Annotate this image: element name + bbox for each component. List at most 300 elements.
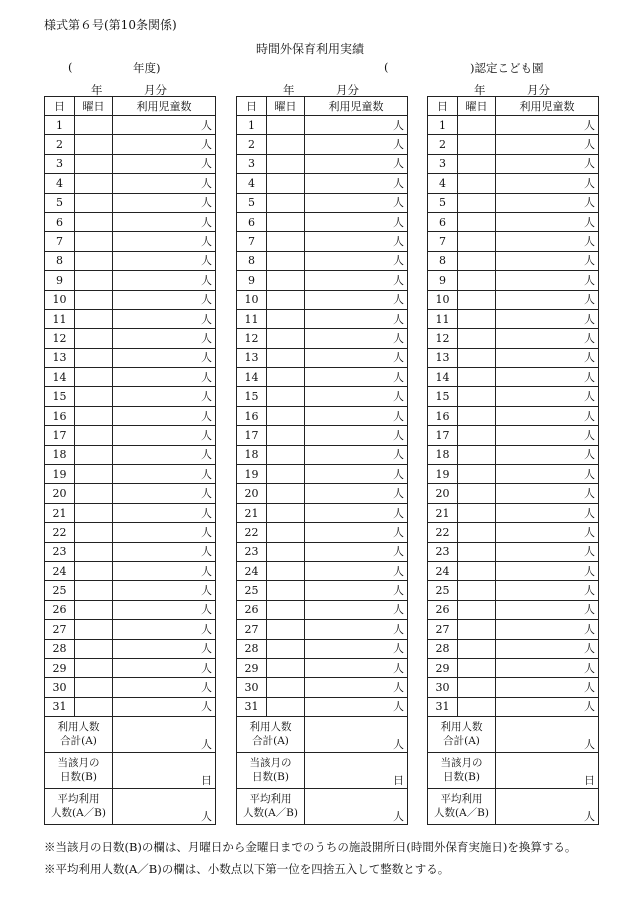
- weekday-cell[interactable]: [267, 251, 305, 270]
- day-number: 15: [45, 387, 75, 406]
- children-count-cell[interactable]: 人: [305, 348, 408, 367]
- weekday-cell[interactable]: [267, 193, 305, 212]
- table-row: [428, 523, 599, 542]
- weekday-cell[interactable]: [75, 697, 113, 716]
- children-count-cell[interactable]: 人: [496, 620, 599, 639]
- children-count-cell[interactable]: 人: [113, 484, 216, 503]
- children-count-cell[interactable]: 人: [305, 639, 408, 658]
- day-number: 6: [428, 212, 458, 231]
- day-number: 15: [428, 387, 458, 406]
- day-number: 26: [237, 600, 267, 619]
- weekday-cell[interactable]: [267, 271, 305, 290]
- children-count-cell[interactable]: 人: [305, 309, 408, 328]
- day-number: 9: [45, 271, 75, 290]
- day-number: 22: [428, 523, 458, 542]
- children-count-cell[interactable]: 人: [305, 561, 408, 580]
- operating-days-label-line1: 当該月の: [440, 756, 483, 769]
- weekday-cell[interactable]: [267, 445, 305, 464]
- weekday-cell[interactable]: [75, 581, 113, 600]
- children-count-cell[interactable]: 人: [496, 212, 599, 231]
- children-count-cell[interactable]: 人: [496, 193, 599, 212]
- weekday-cell[interactable]: [75, 232, 113, 251]
- weekday-cell[interactable]: [458, 271, 496, 290]
- table-header-row: [45, 97, 216, 116]
- weekday-cell[interactable]: [458, 697, 496, 716]
- children-count-cell[interactable]: 人: [496, 174, 599, 193]
- document-title: 時間外保育利用実績: [256, 42, 365, 56]
- weekday-cell[interactable]: [458, 290, 496, 309]
- day-number: 18: [45, 445, 75, 464]
- day-number: 26: [428, 600, 458, 619]
- weekday-cell[interactable]: [75, 387, 113, 406]
- weekday-cell[interactable]: [75, 309, 113, 328]
- weekday-cell[interactable]: [75, 348, 113, 367]
- weekday-cell[interactable]: [267, 542, 305, 561]
- children-count-cell[interactable]: 人: [305, 290, 408, 309]
- children-count-cell[interactable]: 人: [496, 523, 599, 542]
- weekday-cell[interactable]: [75, 251, 113, 270]
- weekday-cell[interactable]: [75, 406, 113, 425]
- table-row: [45, 193, 216, 212]
- weekday-cell[interactable]: [458, 387, 496, 406]
- children-count-cell[interactable]: 人: [113, 445, 216, 464]
- weekday-cell[interactable]: [267, 678, 305, 697]
- weekday-cell[interactable]: [458, 426, 496, 445]
- children-count-cell[interactable]: 人: [305, 503, 408, 522]
- day-number: 15: [237, 387, 267, 406]
- children-count-cell[interactable]: 人: [305, 620, 408, 639]
- year-label-3: 年: [474, 83, 486, 97]
- operating-days-label-line1: 当該月の: [249, 756, 292, 769]
- weekday-cell[interactable]: [458, 678, 496, 697]
- weekday-cell[interactable]: [267, 116, 305, 135]
- weekday-cell[interactable]: [75, 174, 113, 193]
- children-count-cell[interactable]: 人: [496, 542, 599, 561]
- weekday-cell[interactable]: [267, 212, 305, 231]
- day-number: 2: [45, 135, 75, 154]
- day-number: 7: [45, 232, 75, 251]
- weekday-cell[interactable]: [458, 174, 496, 193]
- table-row: [237, 348, 408, 367]
- children-count-cell[interactable]: 人: [113, 154, 216, 173]
- children-count-cell[interactable]: 人: [113, 387, 216, 406]
- month-label-3: 月分: [527, 83, 550, 97]
- operating-days-label: [45, 753, 113, 789]
- children-count-cell[interactable]: 人: [113, 368, 216, 387]
- weekday-cell[interactable]: [267, 639, 305, 658]
- weekday-cell[interactable]: [267, 523, 305, 542]
- average-users-label-line2: 人数(A／B): [51, 806, 106, 819]
- children-count-cell[interactable]: 人: [496, 600, 599, 619]
- table-row: [45, 426, 216, 445]
- total-users-label-line2: 合計(A): [443, 734, 480, 747]
- average-users-value-cell[interactable]: 人: [496, 789, 599, 825]
- weekday-cell[interactable]: [75, 271, 113, 290]
- day-number: 10: [428, 290, 458, 309]
- weekday-cell[interactable]: [75, 620, 113, 639]
- weekday-cell[interactable]: [267, 368, 305, 387]
- children-count-cell[interactable]: 人: [113, 329, 216, 348]
- table-row: [428, 309, 599, 328]
- weekday-cell[interactable]: [458, 135, 496, 154]
- children-count-cell[interactable]: 人: [496, 387, 599, 406]
- table-row: [428, 406, 599, 425]
- total-users-row: [45, 717, 216, 753]
- table-row: [237, 678, 408, 697]
- day-number: 27: [45, 620, 75, 639]
- children-count-cell[interactable]: 人: [305, 581, 408, 600]
- weekday-cell[interactable]: [75, 116, 113, 135]
- children-count-cell[interactable]: 人: [113, 212, 216, 231]
- operating-days-value-cell[interactable]: 日: [305, 753, 408, 789]
- total-users-label-line1: 利用人数: [57, 720, 100, 733]
- weekday-cell[interactable]: [267, 290, 305, 309]
- children-count-cell[interactable]: 人: [305, 426, 408, 445]
- weekday-cell[interactable]: [458, 542, 496, 561]
- day-number: 25: [237, 581, 267, 600]
- day-number: 21: [428, 503, 458, 522]
- weekday-cell[interactable]: [75, 465, 113, 484]
- usage-table-2: [236, 96, 408, 825]
- table-row: [45, 174, 216, 193]
- children-count-cell[interactable]: 人: [113, 290, 216, 309]
- children-count-cell[interactable]: 人: [305, 193, 408, 212]
- table-row: [45, 116, 216, 135]
- total-users-label-line1: 利用人数: [249, 720, 292, 733]
- table-row: [237, 174, 408, 193]
- table-row: [45, 135, 216, 154]
- form-number: 様式第６号(第10条関係): [44, 18, 177, 32]
- total-users-row: [428, 717, 599, 753]
- table-row: [237, 193, 408, 212]
- children-count-cell[interactable]: 人: [496, 658, 599, 677]
- children-count-cell[interactable]: 人: [113, 620, 216, 639]
- weekday-cell[interactable]: [267, 484, 305, 503]
- children-count-cell[interactable]: 人: [113, 503, 216, 522]
- children-count-cell[interactable]: 人: [305, 368, 408, 387]
- total-users-label: [45, 717, 113, 753]
- day-number: 23: [428, 542, 458, 561]
- table-row: [237, 309, 408, 328]
- table-row: [237, 290, 408, 309]
- children-count-cell[interactable]: 人: [496, 465, 599, 484]
- children-count-column-header: 利用児童数: [305, 97, 408, 116]
- weekday-cell[interactable]: [75, 193, 113, 212]
- weekday-cell[interactable]: [458, 445, 496, 464]
- children-count-cell[interactable]: 人: [496, 251, 599, 270]
- weekday-cell[interactable]: [458, 484, 496, 503]
- table-row: [45, 639, 216, 658]
- day-number: 30: [428, 678, 458, 697]
- children-count-cell[interactable]: 人: [113, 542, 216, 561]
- day-number: 10: [45, 290, 75, 309]
- average-users-label-line1: 平均利用: [249, 792, 292, 805]
- children-count-cell[interactable]: 人: [305, 154, 408, 173]
- total-users-value-cell[interactable]: 人: [496, 717, 599, 753]
- children-count-cell[interactable]: 人: [496, 406, 599, 425]
- day-column-header: 日: [428, 97, 458, 116]
- day-number: 18: [428, 445, 458, 464]
- weekday-cell[interactable]: [267, 465, 305, 484]
- weekday-cell[interactable]: [75, 154, 113, 173]
- children-count-cell[interactable]: 人: [113, 174, 216, 193]
- children-count-cell[interactable]: 人: [113, 271, 216, 290]
- day-number: 2: [428, 135, 458, 154]
- total-users-label-line2: 合計(A): [252, 734, 289, 747]
- children-count-cell[interactable]: 人: [496, 116, 599, 135]
- weekday-cell[interactable]: [458, 639, 496, 658]
- children-count-cell[interactable]: 人: [305, 329, 408, 348]
- children-count-cell[interactable]: 人: [305, 465, 408, 484]
- weekday-cell[interactable]: [267, 600, 305, 619]
- day-number: 12: [45, 329, 75, 348]
- table-row: [45, 406, 216, 425]
- children-count-cell[interactable]: 人: [496, 581, 599, 600]
- children-count-cell[interactable]: 人: [113, 406, 216, 425]
- operating-days-label-line2: 日数(B): [60, 770, 97, 783]
- table-row: [428, 154, 599, 173]
- total-users-value-cell[interactable]: 人: [113, 717, 216, 753]
- weekday-column-header: 曜日: [75, 97, 113, 116]
- day-number: 9: [237, 271, 267, 290]
- table-row: [237, 251, 408, 270]
- weekday-cell[interactable]: [75, 658, 113, 677]
- weekday-cell[interactable]: [458, 193, 496, 212]
- children-count-cell[interactable]: 人: [113, 465, 216, 484]
- weekday-cell[interactable]: [458, 368, 496, 387]
- fiscal-year-label: 年度): [133, 61, 161, 75]
- table-row: [428, 426, 599, 445]
- children-count-cell[interactable]: 人: [496, 678, 599, 697]
- children-count-cell[interactable]: 人: [113, 658, 216, 677]
- weekday-cell[interactable]: [458, 581, 496, 600]
- day-number: 12: [237, 329, 267, 348]
- children-count-cell[interactable]: 人: [305, 406, 408, 425]
- weekday-cell[interactable]: [458, 309, 496, 328]
- children-count-cell[interactable]: 人: [496, 639, 599, 658]
- weekday-cell[interactable]: [458, 523, 496, 542]
- table-row: [45, 542, 216, 561]
- table-row: [45, 271, 216, 290]
- children-count-cell[interactable]: 人: [305, 697, 408, 716]
- children-count-cell[interactable]: 人: [113, 426, 216, 445]
- table-row: [428, 251, 599, 270]
- weekday-cell[interactable]: [267, 697, 305, 716]
- day-number: 21: [45, 503, 75, 522]
- weekday-cell[interactable]: [267, 406, 305, 425]
- children-count-cell[interactable]: 人: [496, 271, 599, 290]
- table-row: [428, 329, 599, 348]
- day-number: 4: [45, 174, 75, 193]
- children-count-cell[interactable]: 人: [305, 271, 408, 290]
- weekday-cell[interactable]: [458, 116, 496, 135]
- children-count-cell[interactable]: 人: [305, 251, 408, 270]
- average-users-value-cell[interactable]: 人: [305, 789, 408, 825]
- average-users-label: [237, 789, 305, 825]
- weekday-cell[interactable]: [458, 465, 496, 484]
- average-users-label: [45, 789, 113, 825]
- children-count-cell[interactable]: 人: [113, 523, 216, 542]
- children-count-cell[interactable]: 人: [113, 600, 216, 619]
- weekday-cell[interactable]: [75, 212, 113, 231]
- total-users-value-cell[interactable]: 人: [305, 717, 408, 753]
- weekday-cell[interactable]: [458, 600, 496, 619]
- children-count-cell[interactable]: 人: [305, 678, 408, 697]
- average-users-value-cell[interactable]: 人: [113, 789, 216, 825]
- weekday-cell[interactable]: [458, 503, 496, 522]
- weekday-cell[interactable]: [75, 368, 113, 387]
- operating-days-value-cell[interactable]: 日: [496, 753, 599, 789]
- children-count-cell[interactable]: 人: [496, 484, 599, 503]
- weekday-cell[interactable]: [458, 620, 496, 639]
- day-number: 5: [428, 193, 458, 212]
- weekday-cell[interactable]: [458, 154, 496, 173]
- table-row: [237, 658, 408, 677]
- children-count-cell[interactable]: 人: [496, 348, 599, 367]
- weekday-cell[interactable]: [75, 678, 113, 697]
- children-count-cell[interactable]: 人: [496, 329, 599, 348]
- table-row: [237, 561, 408, 580]
- children-count-cell[interactable]: 人: [113, 232, 216, 251]
- average-users-row: [428, 789, 599, 825]
- weekday-cell[interactable]: [267, 174, 305, 193]
- table-row: [237, 135, 408, 154]
- weekday-cell[interactable]: [75, 135, 113, 154]
- table-row: [45, 523, 216, 542]
- weekday-cell[interactable]: [75, 639, 113, 658]
- weekday-cell[interactable]: [267, 503, 305, 522]
- weekday-cell[interactable]: [75, 600, 113, 619]
- average-users-label-line1: 平均利用: [440, 792, 483, 805]
- weekday-cell[interactable]: [75, 561, 113, 580]
- note-average-rounding: ※平均利用人数(A／B)の欄は、小数点以下第一位を四捨五入して整数とする。: [44, 862, 450, 876]
- children-count-cell[interactable]: 人: [113, 639, 216, 658]
- children-count-cell[interactable]: 人: [496, 697, 599, 716]
- weekday-cell[interactable]: [75, 329, 113, 348]
- weekday-cell[interactable]: [458, 329, 496, 348]
- table-row: [45, 154, 216, 173]
- weekday-cell[interactable]: [267, 232, 305, 251]
- children-count-cell[interactable]: 人: [113, 193, 216, 212]
- children-count-cell[interactable]: 人: [496, 135, 599, 154]
- day-number: 29: [237, 658, 267, 677]
- weekday-cell[interactable]: [267, 329, 305, 348]
- day-number: 13: [45, 348, 75, 367]
- children-count-cell[interactable]: 人: [113, 251, 216, 270]
- weekday-cell[interactable]: [267, 581, 305, 600]
- weekday-cell[interactable]: [267, 135, 305, 154]
- table-row: [428, 135, 599, 154]
- children-count-cell[interactable]: 人: [496, 290, 599, 309]
- day-number: 20: [237, 484, 267, 503]
- weekday-cell[interactable]: [458, 232, 496, 251]
- weekday-cell[interactable]: [75, 426, 113, 445]
- children-count-column-header: 利用児童数: [496, 97, 599, 116]
- weekday-cell[interactable]: [75, 542, 113, 561]
- day-number: 23: [45, 542, 75, 561]
- table-row: [237, 426, 408, 445]
- weekday-cell[interactable]: [267, 387, 305, 406]
- children-count-cell[interactable]: 人: [113, 116, 216, 135]
- children-count-cell[interactable]: 人: [496, 561, 599, 580]
- children-count-cell[interactable]: 人: [305, 174, 408, 193]
- weekday-cell[interactable]: [75, 290, 113, 309]
- weekday-cell[interactable]: [267, 309, 305, 328]
- table-row: [428, 561, 599, 580]
- weekday-cell[interactable]: [458, 561, 496, 580]
- children-count-cell[interactable]: 人: [305, 212, 408, 231]
- day-number: 28: [45, 639, 75, 658]
- children-count-cell[interactable]: 人: [113, 348, 216, 367]
- day-number: 26: [45, 600, 75, 619]
- children-count-cell[interactable]: 人: [305, 523, 408, 542]
- children-count-column-header: 利用児童数: [113, 97, 216, 116]
- children-count-cell[interactable]: 人: [113, 309, 216, 328]
- weekday-cell[interactable]: [458, 348, 496, 367]
- children-count-cell[interactable]: 人: [113, 561, 216, 580]
- weekday-cell[interactable]: [267, 154, 305, 173]
- day-column-header: 日: [237, 97, 267, 116]
- weekday-cell[interactable]: [267, 620, 305, 639]
- children-count-cell[interactable]: 人: [496, 232, 599, 251]
- children-count-cell[interactable]: 人: [496, 426, 599, 445]
- table-row: [428, 620, 599, 639]
- children-count-cell[interactable]: 人: [305, 542, 408, 561]
- day-number: 25: [45, 581, 75, 600]
- children-count-cell[interactable]: 人: [305, 232, 408, 251]
- table-row: [45, 348, 216, 367]
- children-count-cell[interactable]: 人: [496, 503, 599, 522]
- children-count-cell[interactable]: 人: [113, 697, 216, 716]
- day-number: 8: [237, 251, 267, 270]
- children-count-cell[interactable]: 人: [305, 658, 408, 677]
- children-count-cell[interactable]: 人: [305, 135, 408, 154]
- weekday-cell[interactable]: [75, 484, 113, 503]
- weekday-cell[interactable]: [458, 406, 496, 425]
- children-count-cell[interactable]: 人: [496, 309, 599, 328]
- children-count-cell[interactable]: 人: [305, 445, 408, 464]
- weekday-cell[interactable]: [75, 445, 113, 464]
- weekday-cell[interactable]: [267, 426, 305, 445]
- weekday-cell[interactable]: [75, 523, 113, 542]
- weekday-cell[interactable]: [267, 658, 305, 677]
- children-count-cell[interactable]: 人: [496, 445, 599, 464]
- weekday-cell[interactable]: [458, 251, 496, 270]
- table-row: [428, 271, 599, 290]
- weekday-cell[interactable]: [458, 658, 496, 677]
- children-count-cell[interactable]: 人: [113, 135, 216, 154]
- operating-days-value-cell[interactable]: 日: [113, 753, 216, 789]
- table-row: [428, 542, 599, 561]
- table-row: [428, 212, 599, 231]
- children-count-cell[interactable]: 人: [305, 116, 408, 135]
- weekday-cell[interactable]: [267, 348, 305, 367]
- day-number: 1: [428, 116, 458, 135]
- month-label-2: 月分: [336, 83, 359, 97]
- children-count-cell[interactable]: 人: [113, 581, 216, 600]
- children-count-cell[interactable]: 人: [113, 678, 216, 697]
- children-count-cell[interactable]: 人: [496, 154, 599, 173]
- weekday-cell[interactable]: [75, 503, 113, 522]
- children-count-cell[interactable]: 人: [305, 484, 408, 503]
- children-count-cell[interactable]: 人: [496, 368, 599, 387]
- average-users-label-line2: 人数(A／B): [434, 806, 489, 819]
- children-count-cell[interactable]: 人: [305, 600, 408, 619]
- weekday-cell[interactable]: [458, 212, 496, 231]
- average-users-label-line1: 平均利用: [57, 792, 100, 805]
- children-count-cell[interactable]: 人: [305, 387, 408, 406]
- weekday-cell[interactable]: [267, 561, 305, 580]
